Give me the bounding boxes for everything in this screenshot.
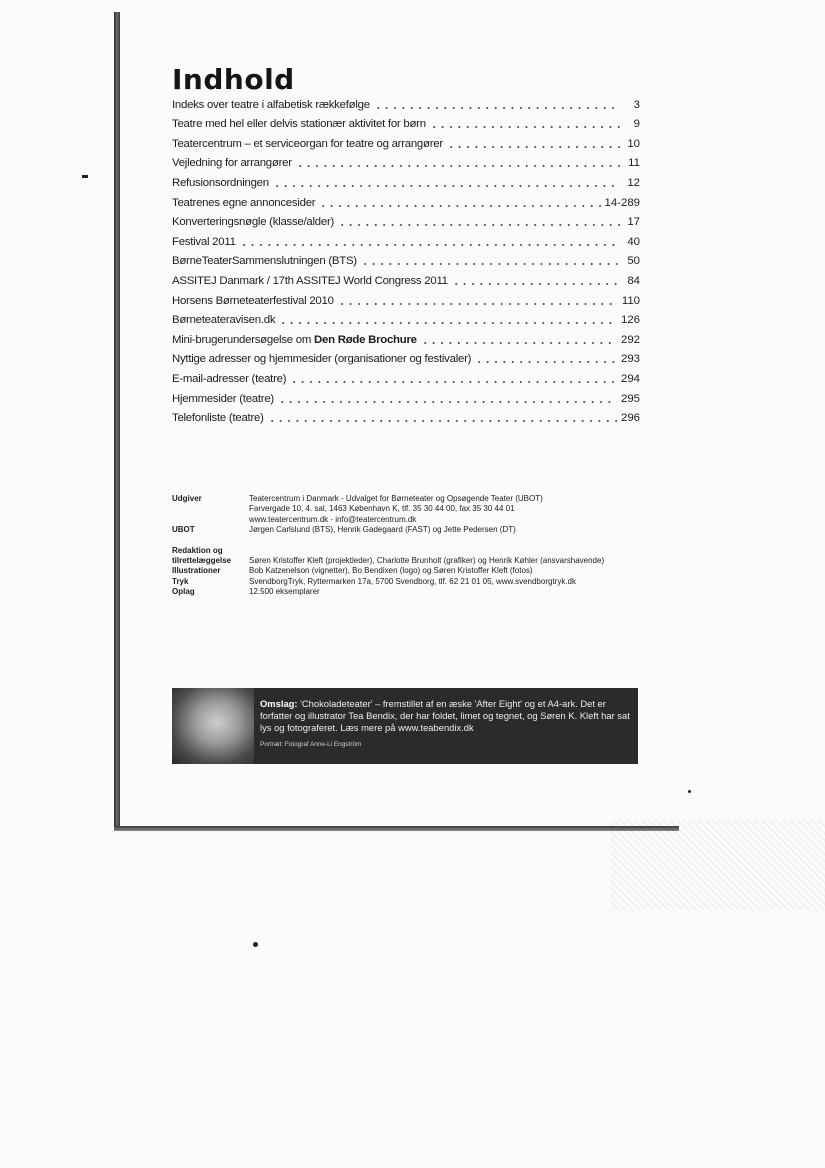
dot-leader xyxy=(296,165,620,167)
credit-row xyxy=(172,587,632,597)
toc-entry-text: Vejledning for arrangører xyxy=(172,157,292,170)
credit-value: SvendborgTryk, Ryttermarken 17a, 5700 Svendborg, tlf. 62 21 01 05, www.svendborgtryk.dk xyxy=(249,576,576,586)
toc-entry xyxy=(172,131,640,151)
page-title: Indhold xyxy=(172,62,295,96)
dot-leader xyxy=(361,263,620,265)
dot-leader xyxy=(430,126,620,128)
dot-leader xyxy=(278,401,617,403)
toc-page-number: 294 xyxy=(620,372,640,385)
toc-entry xyxy=(172,308,640,328)
dot-leader xyxy=(319,205,600,207)
toc-entry xyxy=(172,92,640,112)
toc-page-number: 9 xyxy=(633,118,640,131)
scan-speck xyxy=(688,790,691,793)
toc-entry xyxy=(172,288,640,308)
toc-entry-title xyxy=(172,313,275,327)
credit-key: Illustrationer xyxy=(172,566,221,576)
toc-page-number: 292 xyxy=(620,333,640,346)
portrait-photo xyxy=(172,688,254,764)
toc-entry-title xyxy=(172,392,274,406)
toc-entry-title xyxy=(172,176,269,190)
toc-page-number: 12 xyxy=(627,176,640,189)
credit-key: tilrettelæggelse xyxy=(172,556,232,566)
scan-edge-bottom xyxy=(114,826,679,831)
toc-page-number: 14-289 xyxy=(604,196,640,209)
dot-leader xyxy=(240,244,620,246)
toc-page-number: 110 xyxy=(621,294,640,307)
toc-entry-text: BørneTeaterSammenslutningen (BTS) xyxy=(172,255,357,268)
toc-entry xyxy=(172,366,640,386)
toc-entry-text: Festival 2011 xyxy=(172,235,236,248)
toc-page-number: 10 xyxy=(627,137,640,150)
scan-speck xyxy=(82,175,88,178)
toc-entry-text: ASSITEJ Danmark / 17th ASSITEJ World Congress 2011 xyxy=(172,274,448,287)
credit-row xyxy=(172,515,632,525)
credit-row xyxy=(172,504,632,514)
credit-value: www.teatercentrum.dk - info@teatercentrum.dk xyxy=(249,514,417,524)
toc-entry xyxy=(172,268,640,288)
toc-entry xyxy=(172,249,640,269)
credit-key: Redaktion og xyxy=(172,545,223,555)
toc-entry-text: Børneteateravisen.dk xyxy=(172,314,276,327)
toc-entry-text: Refusionsordningen xyxy=(172,176,269,189)
toc-entry-text: Teatrenes egne annoncesider xyxy=(172,196,316,209)
credit-row xyxy=(172,494,632,504)
toc-entry-title xyxy=(172,274,448,288)
toc-entry-text: Konverteringsnøgle (klasse/alder) xyxy=(172,216,335,229)
toc-entry-title xyxy=(172,215,334,229)
photo-credit: Portræt: Fotograf Anne-Li Engström xyxy=(260,741,362,749)
toc-page-number: 126 xyxy=(620,314,640,327)
dot-leader xyxy=(452,283,620,285)
scan-noise xyxy=(610,820,825,910)
toc-entry-text: Teatre med hel eller delvis stationær aktivitet for børn xyxy=(172,118,426,131)
toc-entry xyxy=(172,347,640,367)
dot-leader xyxy=(475,361,617,363)
toc-entry-text: Nyttige adresser og hjemmesider (organisationer og festivaler) xyxy=(172,353,472,366)
toc-entry-title xyxy=(172,156,292,170)
toc-entry-title xyxy=(172,137,443,151)
toc-entry xyxy=(172,229,640,249)
toc-entry-title xyxy=(172,117,426,131)
toc-entry xyxy=(172,386,640,406)
toc-entry xyxy=(172,327,640,347)
cover-info-box xyxy=(172,688,638,764)
toc-entry-title xyxy=(172,411,264,425)
credit-row xyxy=(172,546,632,556)
credit-value: Søren Kristoffer Kleft (projektleder), Charlotte Brunholt (grafiker) og Henrik Køhler (ansvarshavende) xyxy=(249,556,605,566)
scan-edge-left xyxy=(114,12,120,830)
toc-page-number: 3 xyxy=(633,98,640,111)
toc-entry xyxy=(172,151,640,171)
dot-leader xyxy=(338,224,620,226)
credit-key: UBOT xyxy=(172,525,195,535)
cover-caption xyxy=(260,698,632,751)
toc-entry-text: Hjemmesider (teatre) xyxy=(172,392,274,405)
credit-row xyxy=(172,566,632,576)
toc-page-number: 296 xyxy=(620,412,640,425)
toc-entry xyxy=(172,406,640,426)
toc-page-number: 40 xyxy=(627,235,640,248)
scan-speck xyxy=(253,942,258,947)
toc-entry-bold-text: Den Røde Brochure xyxy=(314,333,417,346)
toc-entry-title xyxy=(172,372,286,386)
credit-key: Udgiver xyxy=(172,494,202,503)
toc-page-number: 17 xyxy=(627,216,640,229)
toc-entry-title xyxy=(172,254,357,268)
credit-value: Farvergade 10, 4. sal, 1463 København K, tlf. 35 30 44 00, fax 35 30 44 01 xyxy=(249,504,515,514)
dot-leader xyxy=(338,303,618,305)
toc-entry-title xyxy=(172,333,417,347)
dot-leader xyxy=(447,146,620,148)
toc-entry-title xyxy=(172,98,370,112)
toc-entry-text: Horsens Børneteaterfestival 2010 xyxy=(172,294,334,307)
dot-leader xyxy=(268,420,617,422)
toc-page-number: 50 xyxy=(627,255,640,268)
dot-leader xyxy=(421,342,617,344)
dot-leader xyxy=(279,322,617,324)
toc-entry-title xyxy=(172,235,236,249)
toc-entry-title xyxy=(172,196,315,210)
toc-page-number: 293 xyxy=(620,353,640,366)
credit-value: Jørgen Carlslund (BTS), Henrik Gadegaard (FAST) og Jette Pedersen (DT) xyxy=(249,525,516,535)
toc-entry-text: Indeks over teatre i alfabetisk rækkefølge xyxy=(172,98,370,111)
toc-entry-title xyxy=(172,294,334,308)
credit-row xyxy=(172,556,632,566)
credit-key: Oplag xyxy=(172,587,195,597)
toc-page-number: 84 xyxy=(627,274,640,287)
toc-entry-text: Teatercentrum – et serviceorgan for teatre og arrangører xyxy=(172,137,443,150)
toc-page-number: 295 xyxy=(620,392,640,405)
toc-entry xyxy=(172,190,640,210)
toc-entry-title xyxy=(172,352,471,366)
credit-row xyxy=(172,577,632,587)
toc-entry-text: Telefonliste (teatre) xyxy=(172,412,264,425)
dot-leader xyxy=(273,185,620,187)
credit-key: Tryk xyxy=(172,576,189,586)
toc-entry xyxy=(172,210,640,230)
dot-leader xyxy=(374,107,620,109)
table-of-contents xyxy=(172,92,640,425)
dot-leader xyxy=(290,381,617,383)
toc-page-number: 11 xyxy=(628,157,640,170)
colophon xyxy=(172,494,632,598)
toc-entry-text: Mini-brugerundersøgelse om xyxy=(172,333,312,346)
cover-description: 'Chokoladeteater' – fremstillet af en æske 'After Eight' og et A4-ark. Det er forfatter og illustrator Tea Bendix, der har foldet, limet og tegnet, og Søren K. Kleft har sat lys og fotograferet. Læs mere på www.teabendix.dk xyxy=(260,698,630,733)
cover-label: Omslag: xyxy=(260,698,298,709)
credit-value: Teatercentrum i Danmark - Udvalget for Børneteater og Opsøgende Teater (UBOT) xyxy=(249,494,543,503)
toc-entry-text: E-mail-adresser (teatre) xyxy=(172,372,287,385)
toc-entry xyxy=(172,112,640,132)
toc-entry xyxy=(172,170,640,190)
credit-value: 12.500 eksemplarer xyxy=(249,587,320,597)
credit-value: Bob Katzenelson (vignetter), Bo Bendixen (logo) og Søren Kristoffer Kleft (fotos) xyxy=(249,566,533,576)
credit-row xyxy=(172,525,632,535)
